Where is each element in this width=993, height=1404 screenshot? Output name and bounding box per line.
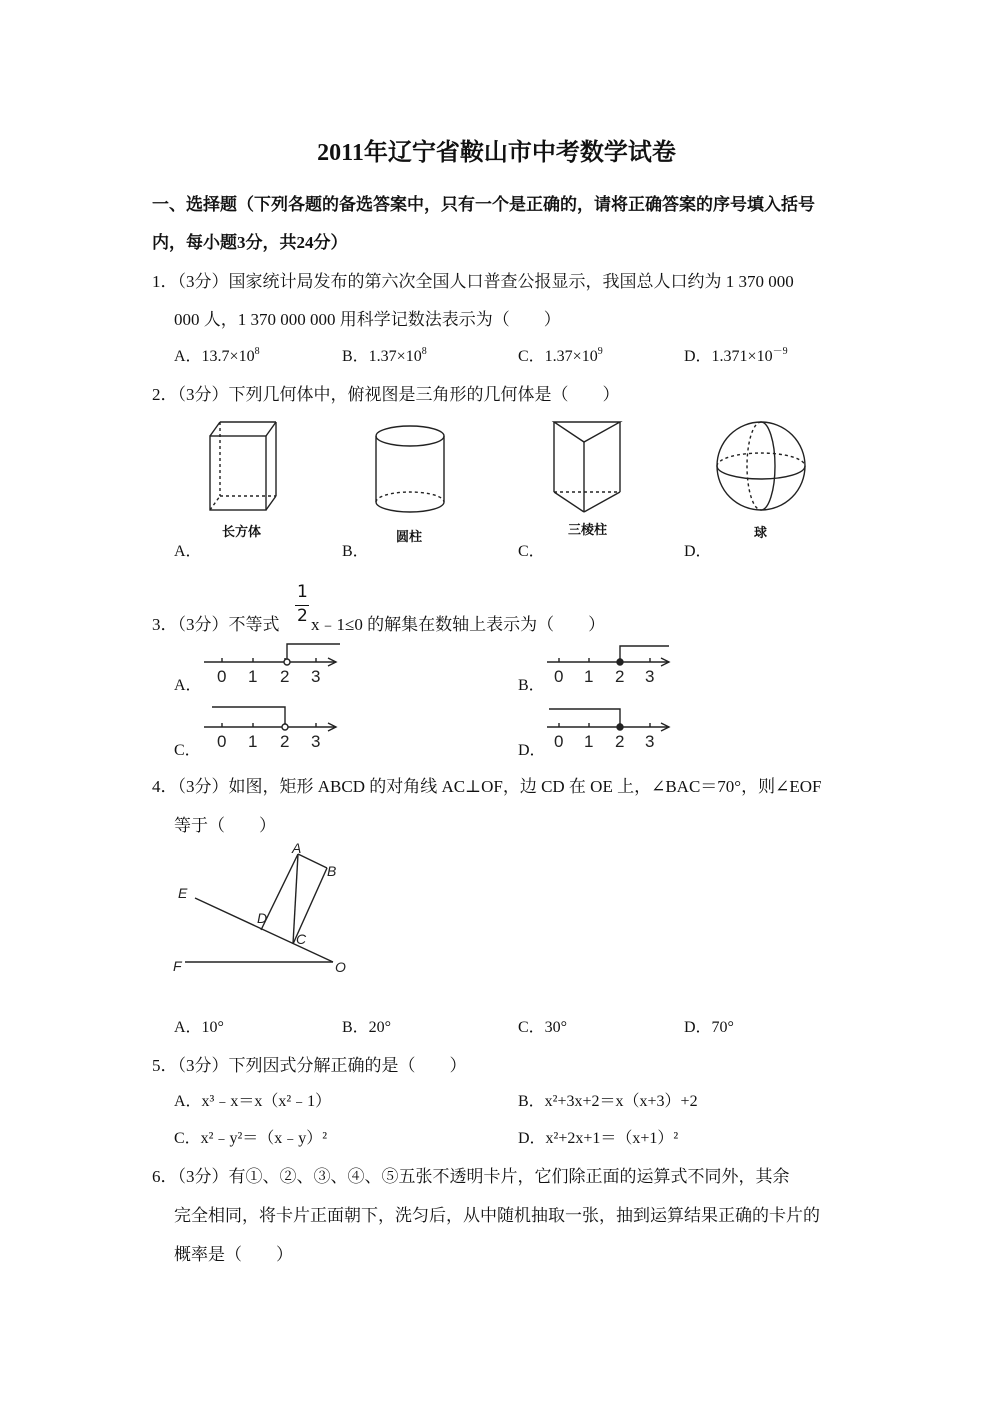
q3-option-d[interactable]: D． [518, 742, 546, 759]
q3-numberline-a [200, 638, 350, 688]
q3-numberline-d [543, 703, 693, 753]
q4-point-f: F [173, 958, 182, 974]
q3-c-tick-2: 2 [280, 732, 290, 751]
q3-option-b[interactable]: B． [518, 677, 545, 694]
q1-option-a-exp: 8 [254, 346, 260, 357]
figure-sphere [714, 418, 810, 518]
q2-label-prism: 三棱柱 [568, 523, 608, 538]
q2-option-c[interactable]: C． [518, 543, 545, 560]
q4-point-c: C [296, 931, 307, 947]
q3-d-tick-0: 0 [554, 732, 564, 751]
q3-stem-prefix: 3．（3分）不等式 [152, 615, 280, 634]
page-title: 2011年辽宁省鞍山市中考数学试卷 [317, 140, 676, 166]
q1-option-c-exp: 9 [597, 346, 603, 357]
q3-c-tick-3: 3 [311, 732, 321, 751]
q4-option-b[interactable]: B．20° [342, 1019, 392, 1036]
q3-fraction-denominator: 2 [297, 606, 308, 626]
q2-option-a[interactable]: A． [174, 543, 202, 560]
q1-option-b-exp: 8 [421, 346, 427, 357]
q4-point-o: O [335, 959, 346, 975]
q6-stem-line2: 完全相同，将卡片正面朝下，洗匀后，从中随机抽取一张，抽到运算结果正确的卡片的 [174, 1206, 820, 1225]
q4-option-d[interactable]: D．70° [684, 1019, 734, 1036]
q4-point-a: A [292, 840, 302, 856]
q1-option-d-text: D．1.371×10 [684, 348, 773, 365]
q4-option-a[interactable]: A．10° [174, 1019, 224, 1036]
q3-d-tick-3: 3 [645, 732, 655, 751]
q1-option-b-text: B．1.37×10 [342, 348, 422, 365]
q3-numberline-b [543, 638, 693, 688]
q3-b-tick-1: 1 [584, 667, 594, 686]
q6-stem-line1: 6．（3分）有①、②、③、④、⑤五张不透明卡片，它们除正面的运算式不同外，其余 [152, 1167, 790, 1186]
figure-triangular-prism [548, 416, 638, 526]
q3-option-c[interactable]: C． [174, 742, 201, 759]
q3-b-tick-2: 2 [615, 667, 625, 686]
q3-numberline-c [200, 703, 350, 753]
q4-point-b: B [327, 863, 337, 879]
q3-b-tick-0: 0 [554, 667, 564, 686]
q4-geometry-figure [165, 836, 365, 981]
q1-stem-line1: 1．（3分）国家统计局发布的第六次全国人口普查公报显示，我国总人口约为 1 370 000 [152, 272, 794, 291]
q3-a-tick-1: 1 [248, 667, 258, 686]
q1-option-d-exp: －9 [772, 346, 788, 357]
q5-stem: 5．（3分）下列因式分解正确的是（ ） [152, 1056, 467, 1075]
q2-stem: 2．（3分）下列几何体中，俯视图是三角形的几何体是（ ） [152, 385, 620, 404]
q2-option-d[interactable]: D． [684, 543, 712, 560]
q4-stem-line1: 4．（3分）如图，矩形 ABCD 的对角线 AC⊥OF，边 CD 在 OE 上，∠BAC＝70°，则∠EOF [152, 777, 822, 796]
q1-option-c-text: C．1.37×10 [518, 348, 598, 365]
q3-stem-suffix: x﹣1≤0 的解集在数轴上表示为（ ） [311, 615, 606, 634]
q4-point-d: D [257, 910, 268, 926]
q5-option-a[interactable]: A．x³﹣x＝x（x²﹣1） [174, 1093, 332, 1110]
q3-a-tick-0: 0 [217, 667, 227, 686]
q3-b-tick-3: 3 [645, 667, 655, 686]
q1-option-a[interactable] [174, 343, 260, 366]
q3-fraction-numerator: 1 [297, 582, 308, 602]
figure-cylinder [366, 420, 456, 530]
q1-option-d[interactable] [684, 343, 788, 366]
q3-a-tick-2: 2 [280, 667, 290, 686]
q3-d-tick-2: 2 [615, 732, 625, 751]
q2-label-sphere: 球 [754, 526, 768, 541]
q4-option-c[interactable]: C．30° [518, 1019, 568, 1036]
q2-label-cylinder: 圆柱 [396, 530, 423, 545]
q5-option-c[interactable]: C．x²﹣y²＝（x﹣y）² [174, 1130, 328, 1147]
section-heading-line2: 内，每小题3分，共24分） [152, 233, 348, 252]
q3-option-a[interactable]: A． [174, 677, 202, 694]
q5-option-b[interactable]: B．x²+3x+2＝x（x+3）+2 [518, 1093, 698, 1110]
q3-a-tick-3: 3 [311, 667, 321, 686]
q2-option-b[interactable]: B． [342, 543, 369, 560]
q3-d-tick-1: 1 [584, 732, 594, 751]
q1-option-b[interactable] [342, 343, 427, 366]
q5-option-d[interactable]: D．x²+2x+1＝（x+1）² [518, 1130, 679, 1147]
figure-cuboid [200, 418, 290, 538]
q6-stem-line3: 概率是（ ） [174, 1245, 293, 1264]
q3-c-tick-1: 1 [248, 732, 258, 751]
q1-option-a-text: A．13.7×10 [174, 348, 255, 365]
q2-label-cuboid: 长方体 [222, 525, 262, 540]
q3-c-tick-0: 0 [217, 732, 227, 751]
q4-point-e: E [178, 885, 188, 901]
q1-option-c[interactable] [518, 343, 603, 366]
q1-stem-line2: 000 人，1 370 000 000 用科学记数法表示为（ ） [174, 310, 561, 329]
q4-stem-line2: 等于（ ） [174, 816, 276, 835]
section-heading-line1: 一、选择题（下列各题的备选答案中，只有一个是正确的，请将正确答案的序号填入括号 [152, 195, 815, 214]
